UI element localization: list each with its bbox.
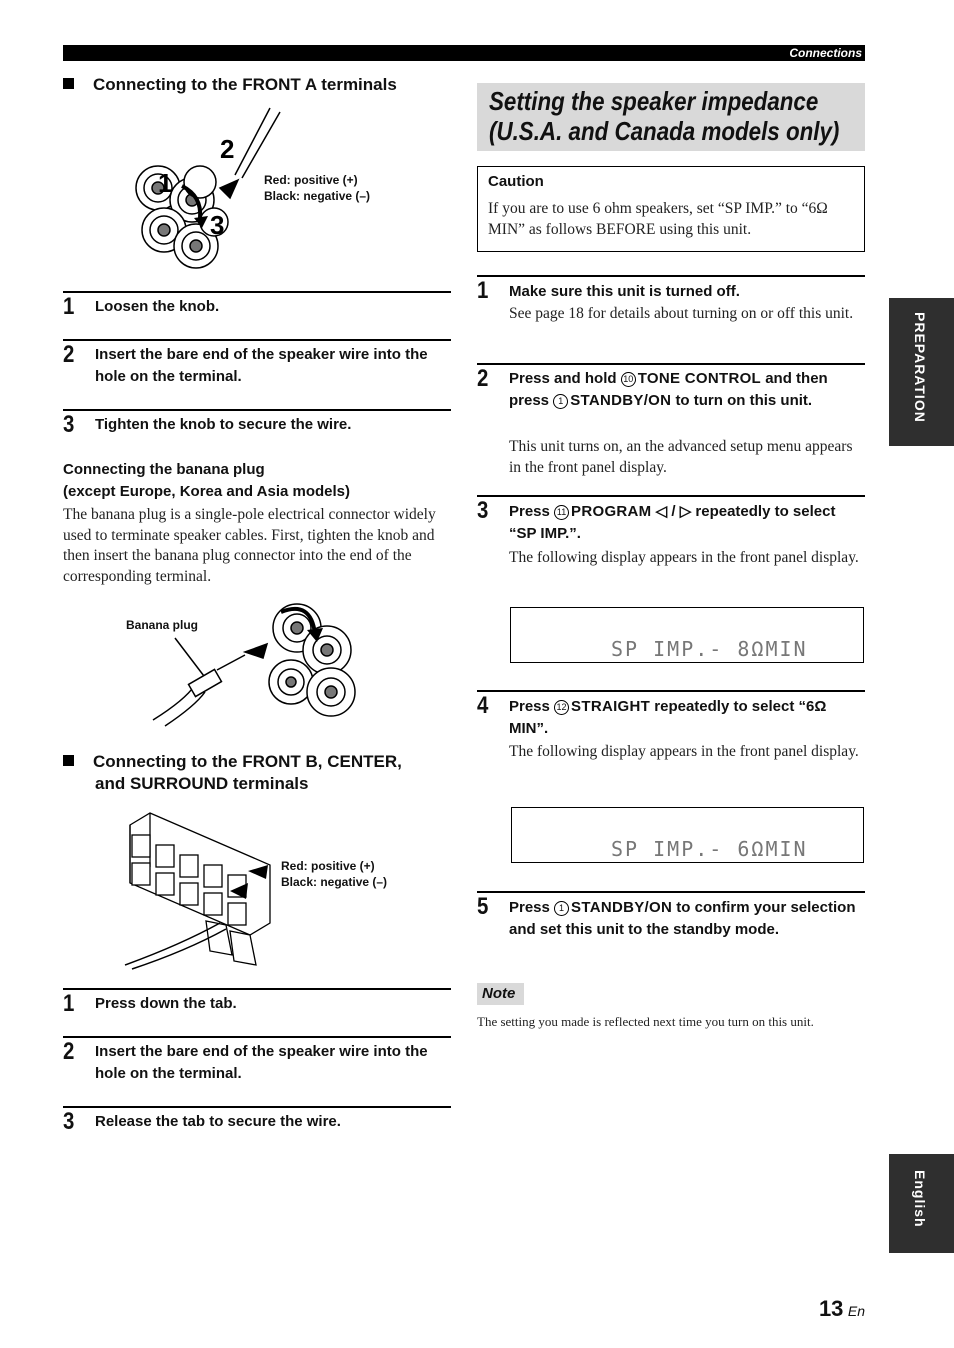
label-black-negative: Black: negative (–) xyxy=(264,189,371,203)
step-text: Insert the bare end of the speaker wire into the hole on the terminal. xyxy=(95,1043,428,1082)
divider xyxy=(63,1106,451,1108)
key-name: PROGRAM xyxy=(571,503,652,520)
square-bullet-icon xyxy=(63,78,74,89)
caution-label: Caution xyxy=(488,173,544,190)
step-text: Loosen the knob. xyxy=(95,298,220,315)
display-text: SP IMP.- 6ΩMIN xyxy=(611,837,808,861)
key-number-badge: 10 xyxy=(621,372,636,387)
banana-plug-description: The banana plug is a single-pole electrical connector widely used to terminate speaker cables. First, tighten the knob and then insert the banana plug connector into the end of the corresponding terminal. xyxy=(63,506,436,585)
front-b-polarity-labels xyxy=(281,858,387,890)
step-text: Make sure this unit is turned off. xyxy=(509,283,740,300)
step-number: 2 xyxy=(477,365,489,392)
page-footer xyxy=(819,1296,865,1322)
divider xyxy=(477,690,865,692)
page-title: Setting the speaker impedance (U.S.A. and Canada models only) xyxy=(489,86,840,146)
step-number: 3 xyxy=(63,1108,75,1135)
divider xyxy=(477,891,865,893)
front-a-heading: Connecting to the FRONT A terminals xyxy=(63,74,397,96)
step-text: Tighten the knob to secure the wire. xyxy=(95,416,352,433)
divider xyxy=(63,291,451,293)
page-lang: En xyxy=(847,1303,865,1319)
divider xyxy=(63,409,451,411)
key-number-badge: 1 xyxy=(553,394,568,409)
step-number: 2 xyxy=(63,1038,75,1065)
tab-english[interactable]: English xyxy=(889,1154,954,1253)
label-red-positive: Red: positive (+) xyxy=(281,859,375,873)
figure-number-1: 1 xyxy=(158,168,173,198)
section-label: Connections xyxy=(789,46,862,60)
square-bullet-icon xyxy=(63,755,74,766)
key-name: STANDBY/ON xyxy=(570,392,672,409)
front-panel-display xyxy=(510,607,864,663)
step-body: The following display appears in the front panel display. xyxy=(509,549,859,566)
step-number: 3 xyxy=(63,411,75,438)
divider xyxy=(477,495,865,497)
key-name: TONE CONTROL xyxy=(637,370,762,387)
front-b-heading: Connecting to the FRONT B, CENTER, and SURROUND terminals xyxy=(63,751,402,795)
step-number: 2 xyxy=(63,341,75,368)
front-panel-display xyxy=(511,807,864,863)
step-body: This unit turns on, an the advanced setup menu appears in the front panel display. xyxy=(509,438,853,476)
page-number: 13 xyxy=(818,1296,844,1321)
label-black-negative: Black: negative (–) xyxy=(281,875,388,889)
banana-plug-figure xyxy=(145,600,375,730)
step-text: Press 12 STRAIGHT repeatedly to select “6Ω MIN”. xyxy=(509,698,827,737)
step-text: Press 1 STANDBY/ON to confirm your selection and set this unit to the standby mode. xyxy=(509,899,856,938)
step-text: Release the tab to secure the wire. xyxy=(95,1113,341,1130)
step-number: 1 xyxy=(63,990,75,1017)
step-number: 3 xyxy=(477,497,489,524)
step-number: 1 xyxy=(477,277,489,304)
divider xyxy=(477,275,865,277)
display-text: SP IMP.- 8ΩMIN xyxy=(611,637,808,661)
figure-number-3: 3 xyxy=(210,210,225,240)
header-bar xyxy=(63,45,865,61)
label-red-positive: Red: positive (+) xyxy=(264,173,358,187)
step-text: Press 11 PROGRAM ◁ / ▷ repeatedly to select “SP IMP.”. xyxy=(509,503,836,542)
key-number-badge: 1 xyxy=(554,901,569,916)
banana-plug-label: Banana plug xyxy=(126,618,199,632)
key-name: STRAIGHT xyxy=(571,698,651,715)
note-text: The setting you made is reflected next time you turn on this unit. xyxy=(477,1014,814,1029)
key-name: STANDBY/ON xyxy=(571,899,673,916)
caution-text: If you are to use 6 ohm speakers, set “SP IMP.” to “6Ω MIN” as follows BEFORE using this unit. xyxy=(488,200,828,238)
banana-plug-heading: Connecting the banana plug (except Europe, Korea and Asia models) xyxy=(63,461,351,500)
figure-number-2: 2 xyxy=(220,134,235,164)
step-number: 5 xyxy=(477,893,489,920)
step-number: 1 xyxy=(63,293,75,320)
key-number-badge: 11 xyxy=(554,505,569,520)
divider xyxy=(477,363,865,365)
step-body: The following display appears in the front panel display. xyxy=(509,743,859,760)
spring-terminal-figure xyxy=(120,805,280,970)
tab-preparation[interactable]: PREPARATION xyxy=(889,298,954,446)
divider xyxy=(63,339,451,341)
left-right-arrows-icon: ◁ / ▷ xyxy=(655,503,692,520)
front-a-polarity-labels xyxy=(264,172,370,204)
note-label: Note xyxy=(482,985,516,1002)
step-text: Press and hold 10 TONE CONTROL and then press 1 STANDBY/ON to turn on this unit. xyxy=(509,370,828,409)
step-text: Press down the tab. xyxy=(95,995,237,1012)
step-body: See page 18 for details about turning on or off this unit. xyxy=(509,305,854,322)
divider xyxy=(63,988,451,990)
step-number: 4 xyxy=(477,692,489,719)
step-text: Insert the bare end of the speaker wire into the hole on the terminal. xyxy=(95,346,428,385)
note-tag xyxy=(477,983,524,1005)
divider xyxy=(63,1036,451,1038)
key-number-badge: 12 xyxy=(554,700,569,715)
